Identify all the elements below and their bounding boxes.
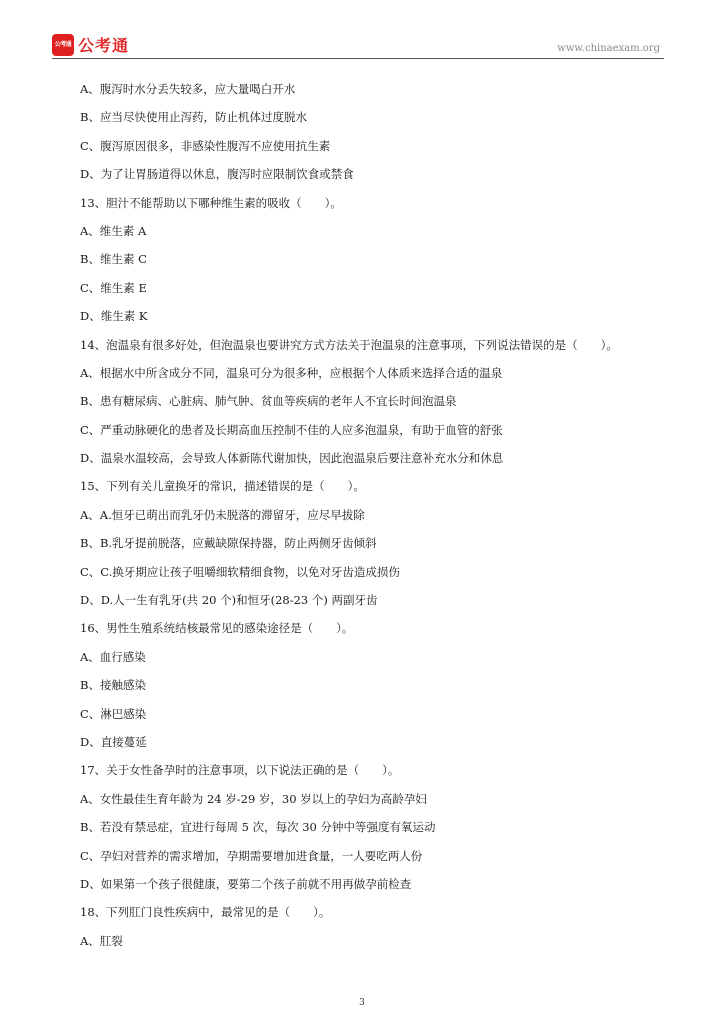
option-line: A、血行感染 bbox=[80, 649, 146, 664]
option-line: C、严重动脉硬化的患者及长期高血压控制不佳的人应多泡温泉，有助于血管的舒张 bbox=[80, 422, 503, 437]
option-line: B、接触感染 bbox=[80, 678, 146, 693]
option-line: B、维生素 C bbox=[80, 252, 147, 267]
option-line: B、若没有禁忌症，宜进行每周 5 次，每次 30 分钟中等强度有氧运动 bbox=[80, 820, 436, 835]
page-header bbox=[52, 30, 664, 60]
option-line: D、D.人一生有乳牙(共 20 个)和恒牙(28-23 个) 两副牙齿 bbox=[80, 593, 378, 608]
option-line: C、C.换牙期应让孩子咀嚼细软精细食物，以免对牙齿造成损伤 bbox=[80, 564, 400, 579]
option-line: B、患有糖尿病、心脏病、肺气肿、贫血等疾病的老年人不宜长时间泡温泉 bbox=[80, 394, 457, 409]
question-15: 15、下列有关儿童换牙的常识，描述错误的是（ ）。 bbox=[80, 479, 365, 494]
question-14: 14、泡温泉有很多好处，但泡温泉也要讲究方式方法关于泡温泉的注意事项，下列说法错误的是（ ）。 bbox=[80, 337, 618, 352]
question-18: 18、下列肛门良性疾病中，最常见的是（ ）。 bbox=[80, 905, 331, 920]
option-line: B、B.乳牙提前脱落，应戴缺隙保持器，防止两侧牙齿倾斜 bbox=[80, 536, 377, 551]
question-17: 17、关于女性备孕时的注意事项，以下说法正确的是（ ）。 bbox=[80, 763, 400, 778]
option-line: A、腹泻时水分丢失较多，应大量喝白开水 bbox=[80, 82, 296, 96]
option-line: A、A.恒牙已萌出而乳牙仍未脱落的滞留牙，应尽早拔除 bbox=[80, 507, 365, 522]
logo-text: 公考通 bbox=[78, 36, 130, 55]
option-line: A、维生素 A bbox=[80, 223, 147, 238]
option-line: D、为了让胃肠道得以休息，腹泻时应限制饮食或禁食 bbox=[80, 167, 354, 182]
option-line: D、如果第一个孩子很健康，要第二个孩子前就不用再做孕前检查 bbox=[80, 876, 412, 891]
logo-badge-icon: 公考通 bbox=[52, 34, 74, 56]
option-line: A、肛裂 bbox=[80, 933, 123, 948]
brand-logo bbox=[52, 33, 129, 56]
site-url: www.chinaexam.org bbox=[557, 43, 660, 54]
header-divider bbox=[52, 58, 664, 59]
option-line: C、孕妇对营养的需求增加，孕期需要增加进食量，一人要吃两人份 bbox=[80, 848, 423, 863]
option-line: A、根据水中所含成分不同，温泉可分为很多种，应根据个人体质来选择合适的温泉 bbox=[80, 365, 503, 380]
document-body bbox=[80, 78, 680, 958]
option-line: C、淋巴感染 bbox=[80, 706, 147, 721]
page-number: 3 bbox=[359, 998, 365, 1008]
option-line: D、温泉水温较高，会导致人体新陈代谢加快，因此泡温泉后要注意补充水分和休息 bbox=[80, 451, 504, 466]
question-13: 13、胆汁不能帮助以下哪种维生素的吸收（ ）。 bbox=[80, 195, 342, 210]
option-line: A、女性最佳生育年龄为 24 岁-29 岁，30 岁以上的孕妇为高龄孕妇 bbox=[80, 791, 427, 806]
option-line: D、维生素 K bbox=[80, 309, 148, 324]
option-line: B、应当尽快使用止泻药，防止机体过度脱水 bbox=[80, 110, 307, 125]
option-line: D、直接蔓延 bbox=[80, 734, 147, 749]
question-16: 16、男性生殖系统结核最常见的感染途径是（ ）。 bbox=[80, 621, 354, 636]
option-line: C、腹泻原因很多，非感染性腹泻不应使用抗生素 bbox=[80, 138, 331, 153]
option-line: C、维生素 E bbox=[80, 280, 147, 295]
